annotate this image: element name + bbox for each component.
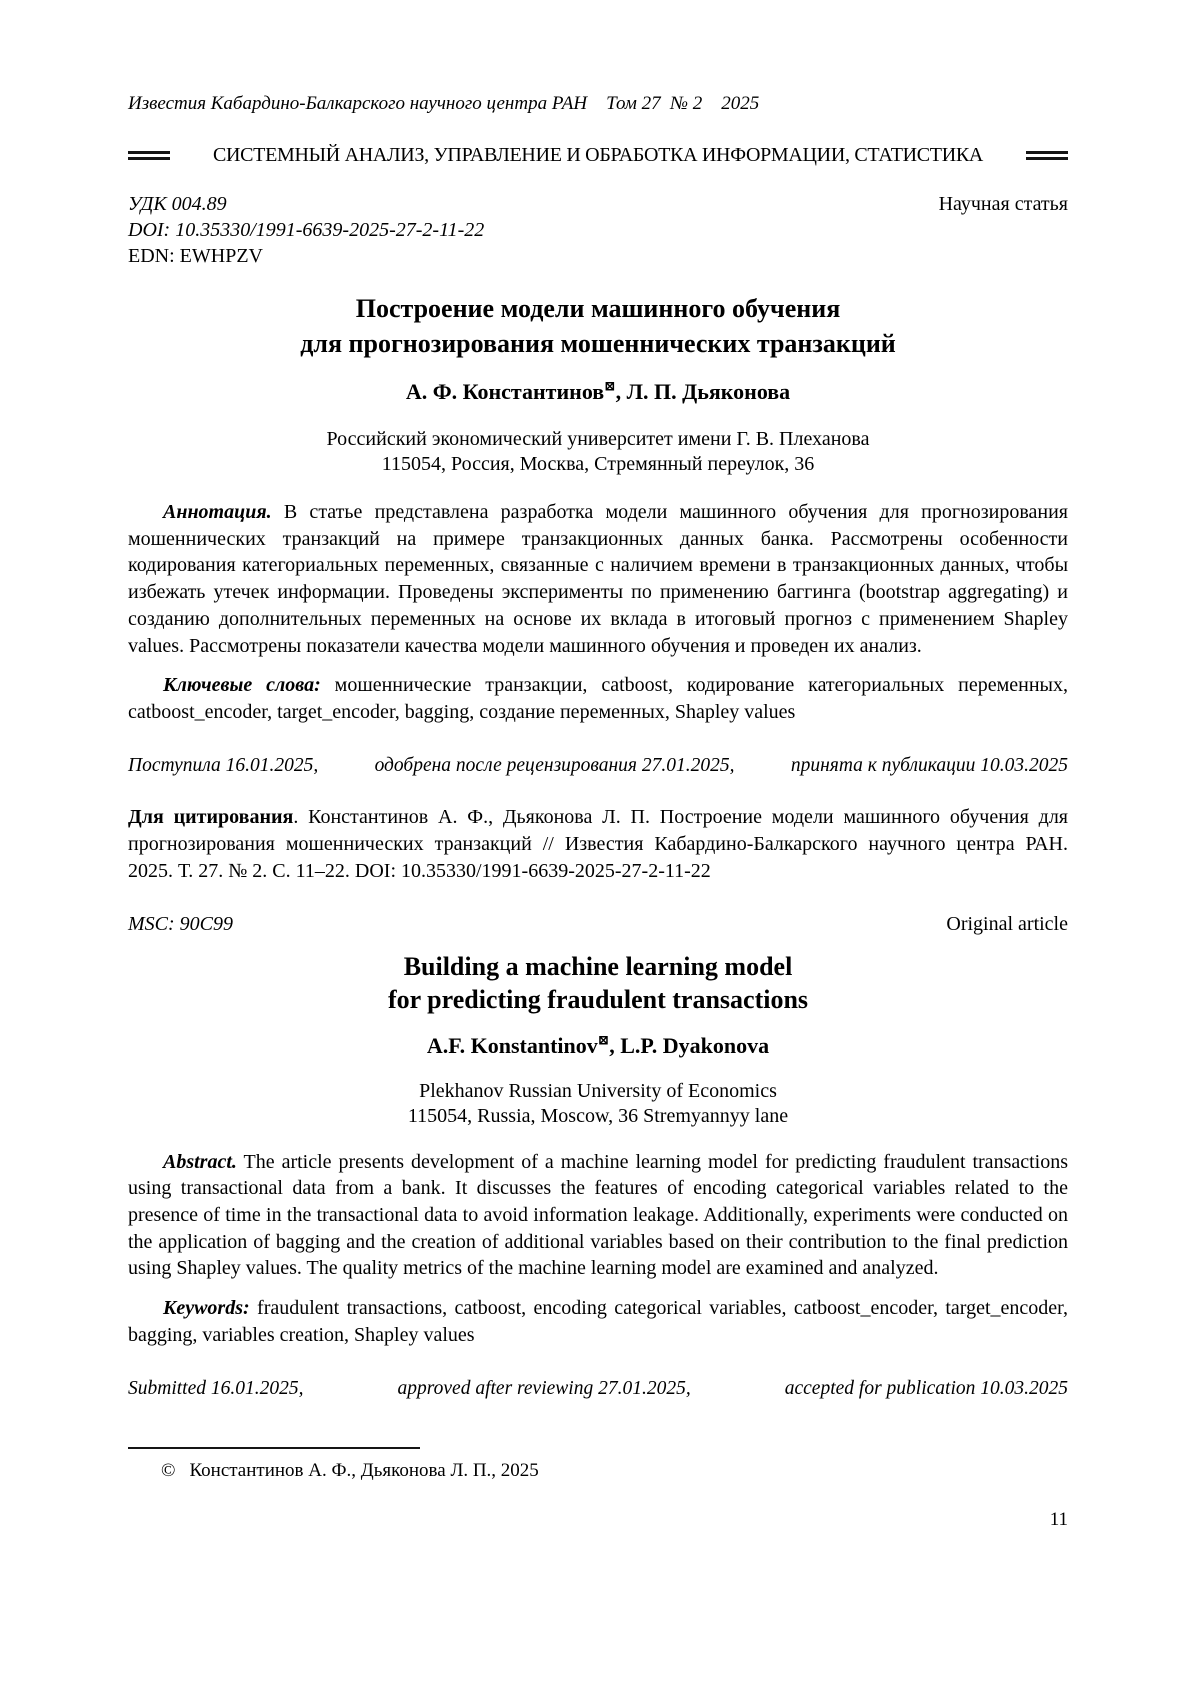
citation-label: Для цитирования	[128, 805, 294, 828]
keywords-en	[128, 1295, 1068, 1348]
article-type-en: Original article	[946, 912, 1068, 935]
section-banner	[128, 144, 1068, 167]
abstract-ru	[128, 499, 1068, 659]
double-rule-left	[128, 151, 170, 160]
accepted-date-en: accepted for publication 10.03.2025	[784, 1377, 1068, 1399]
double-rule-right	[1026, 151, 1068, 160]
keywords-ru-label: Ключевые слова:	[163, 674, 321, 697]
copyright-text: Константинов А. Ф., Дьяконова Л. П., 2025	[189, 1459, 539, 1481]
abstract-en-text: The article presents development of a machine learning model for predicting fraudulent transactions using transactional data from a bank. It discusses the features of encoding categorical variables related to the presence of time in the transactional data to avoid information leakage. Additionally, experiments were conducted on the application of bagging and the creation of additional variables based on their contribution to the final prediction using Shapley values. The quality metrics of the machine learning model are examined and analyzed.	[128, 1150, 1068, 1280]
envelope-icon: ⊠	[597, 1032, 610, 1048]
title-en	[128, 950, 1068, 1016]
copyright-line	[128, 1458, 1068, 1483]
keywords-ru	[128, 672, 1068, 725]
author-en-1: A.F. Konstantinov	[426, 1032, 598, 1058]
citation-text: . Константинов А. Ф., Дьяконова Л. П. Построение модели машинного обучения для прогнозирования мошеннических транзакций // Известия Кабардино-Балкарского научного центра РАН. 2025. Т. 27. № 2. С. 11–22. DOI: 10.35330/1991-6639-2025-27-2-11-22	[128, 805, 1068, 882]
title-en-line1: Building a machine learning model	[403, 951, 793, 981]
keywords-en-text: fraudulent transactions, catboost, encoding categorical variables, catboost_encoder, target_encoder, bagging, variables creation, Shapley values	[128, 1297, 1068, 1346]
abstract-en	[128, 1149, 1068, 1283]
abstract-ru-label: Аннотация.	[163, 501, 272, 523]
udk-code: УДК 004.89	[128, 193, 227, 215]
abstract-ru-text: В статье представлена разработка модели машинного обучения для прогнозирования мошеннических транзакций на примере транзакционных данных банка. Рассмотрены особенности кодирования категориальных переменных, связанные с наличием времени в транзакционных данных, чтобы избежать утечек информации. Проведены эксперименты по применению баггинга (bootstrap aggregating) и созданию дополнительных переменных на основе их вклада в итоговый прогноз с применением Shapley values. Рассмотрены показатели качества модели машинного обучения и проведен их анализ.	[128, 501, 1068, 657]
approved-date-ru: одобрена после рецензирования 27.01.2025,	[374, 754, 735, 776]
copyright-icon: ©	[161, 1459, 176, 1481]
page-number: 11	[1049, 1508, 1068, 1530]
received-date: Поступила 16.01.2025,	[128, 754, 319, 776]
footnote-rule	[128, 1447, 420, 1449]
author-en-2: , L.P. Dyakonova	[609, 1032, 770, 1058]
authors-ru	[128, 378, 1068, 406]
title-ru	[128, 291, 1068, 361]
author-ru-1: А. Ф. Константинов	[405, 379, 605, 404]
affiliation-ru-line1: Российский экономический университет имени Г. В. Плеханова	[326, 428, 870, 450]
affiliation-ru-line2: 115054, Россия, Москва, Стремянный переулок, 36	[381, 453, 815, 475]
author-ru-2: , Л. П. Дьяконова	[615, 379, 791, 404]
edn-line: EDN: EWHPZV	[128, 245, 263, 267]
accepted-date-ru: принята к публикации 10.03.2025	[790, 754, 1068, 776]
msc-row	[128, 911, 1068, 937]
title-en-line2: for predicting fraudulent transactions	[387, 984, 809, 1014]
doi-line: DOI: 10.35330/1991-6639-2025-27-2-11-22	[128, 219, 485, 241]
article-type-ru: Научная статья	[938, 193, 1068, 215]
title-ru-line2: для прогнозирования мошеннических транзакций	[300, 329, 896, 358]
keywords-en-label: Keywords:	[163, 1297, 250, 1320]
envelope-icon: ⊠	[604, 378, 616, 394]
msc-code: MSC: 90C99	[128, 912, 233, 935]
dates-en	[128, 1376, 1068, 1402]
section-title: СИСТЕМНЫЙ АНАЛИЗ, УПРАВЛЕНИЕ И ОБРАБОТКА ИНФОРМАЦИИ, СТАТИСТИКА	[212, 144, 984, 166]
dates-ru	[128, 753, 1068, 779]
journal-header: Известия Кабардино-Балкарского научного центра РАН Том 27 № 2 2025	[128, 93, 760, 114]
authors-en	[128, 1032, 1068, 1060]
affiliation-en	[128, 1079, 1068, 1129]
keywords-ru-text: мошеннические транзакции, catboost, кодирование категориальных переменных, catboost_encoder, target_encoder, bagging, создание переменных, Shapley values	[128, 674, 1068, 723]
affiliation-ru	[128, 427, 1068, 477]
abstract-en-label: Abstract.	[163, 1150, 237, 1173]
submitted-date: Submitted 16.01.2025,	[128, 1377, 304, 1399]
title-ru-line1: Построение модели машинного обучения	[355, 294, 841, 323]
affiliation-en-line1: Plekhanov Russian University of Economics	[419, 1079, 777, 1102]
udk-row	[128, 191, 1068, 217]
citation-block	[128, 804, 1068, 885]
affiliation-en-line2: 115054, Russia, Moscow, 36 Stremyannyy lane	[407, 1104, 789, 1127]
page-content	[0, 92, 1200, 1532]
approved-date-en: approved after reviewing 27.01.2025,	[397, 1377, 691, 1399]
